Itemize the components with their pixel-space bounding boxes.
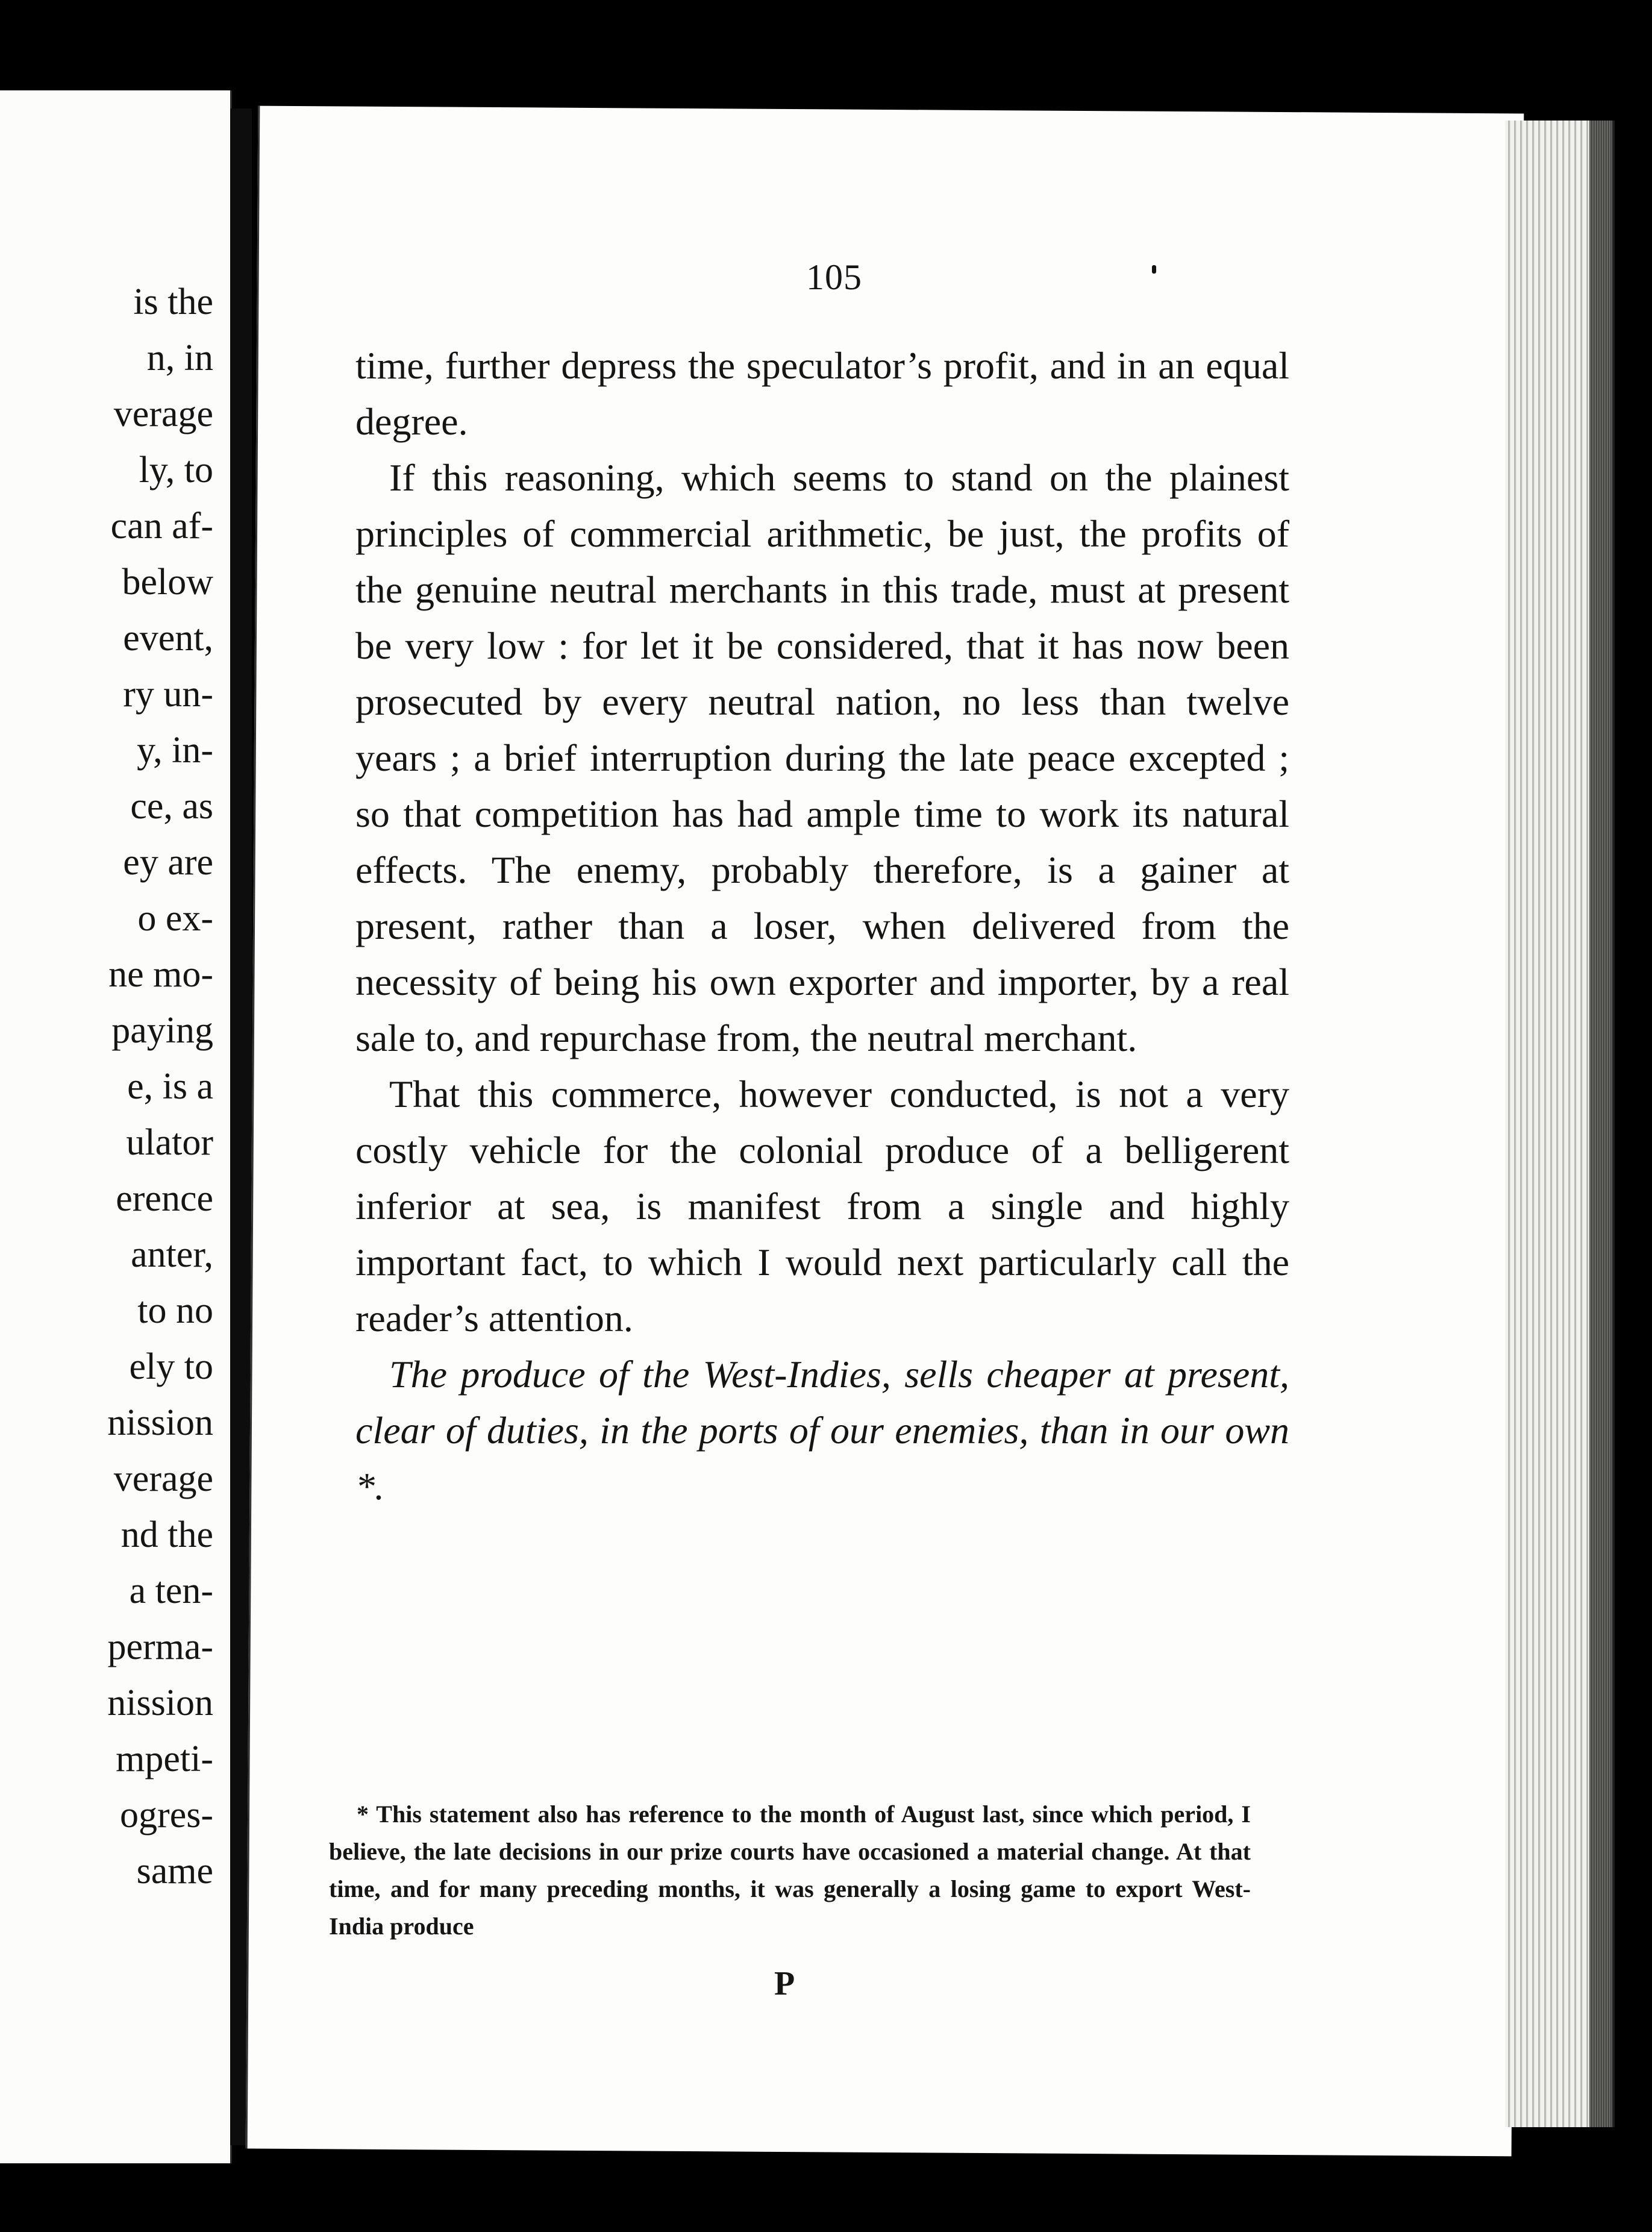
- footnote: [329, 1796, 1251, 1945]
- left-page-line: ne mo-: [108, 954, 213, 995]
- italic-statement: The produce of the West-Indies, sells cheaper at present, clear of duties, in the ports of our enemies, than in our own *.: [355, 1353, 1289, 1508]
- left-page-line: n, in: [146, 337, 213, 378]
- left-page-line: verage: [113, 1458, 213, 1499]
- paragraph-commerce: That this commerce, however conducted, is not a very costly vehicle for the colonial produce of a belligerent inferior at sea, is manifest from a single and highly important fact, to which I would next particularly call the reader’s attention.: [355, 1073, 1289, 1340]
- paragraph-reasoning: If this reasoning, which seems to stand on the plainest principles of commercial arithmetic, be just, the profits of the genuine neutral merchants in this trade, must at present be very low : for let it be considered, that it has now been prosecuted by every neutral nation, no less than twelve years ; a brief interruption during the late peace excepted ; so that competition has had ample time to work its natural effects. The enemy, probably therefore, is a gainer at present, rather than a loser, when delivered from the necessity of being his own exporter and importer, by a real sale to, and repurchase from, the neutral merchant.: [355, 456, 1289, 1059]
- left-page-line: can af-: [110, 506, 213, 547]
- left-page-line: verage: [113, 393, 213, 434]
- signature-mark: P: [774, 1965, 795, 2002]
- left-page-line: paying: [111, 1010, 213, 1051]
- left-page: [0, 90, 232, 2163]
- left-page-line: erence: [116, 1178, 213, 1219]
- page-edge: [1505, 121, 1615, 2127]
- left-page-line: ry un-: [123, 674, 213, 715]
- left-page-line: o ex-: [137, 898, 213, 939]
- page-number: 105: [806, 257, 862, 297]
- left-page-line: mpeti-: [116, 1738, 213, 1779]
- left-page-line: y, in-: [137, 730, 213, 771]
- left-page-line: is the: [133, 281, 213, 322]
- left-page-line: ly, to: [139, 450, 213, 491]
- footnote-text: * This statement also has reference to the month of August last, since which period, I believe, the late decisions in our prize courts have occasioned a material change. At that time, and for many preceding months, it was generally a losing game to export West-India produce: [329, 1801, 1251, 1940]
- left-page-line: ulator: [126, 1122, 213, 1163]
- paragraph-continuation: time, further depress the speculator’s profit, and in an equal degree.: [355, 344, 1289, 443]
- left-page-line: e, is a: [127, 1066, 213, 1107]
- left-page-line: to no: [137, 1290, 213, 1331]
- left-page-line: a ten-: [129, 1570, 213, 1611]
- left-page-line: nission: [107, 1682, 213, 1723]
- left-page-line: below: [122, 562, 213, 603]
- left-page-line: nission: [107, 1402, 213, 1443]
- left-page-line: nd the: [120, 1514, 213, 1555]
- left-page-line: ely to: [129, 1346, 213, 1387]
- left-page-line: perma-: [107, 1626, 213, 1667]
- left-page-line: anter,: [131, 1234, 213, 1275]
- left-page-line: same: [136, 1851, 213, 1892]
- ink-speck: [1152, 265, 1156, 274]
- left-page-line: event,: [123, 618, 213, 659]
- body-text: [355, 337, 1289, 1514]
- left-page-line: ey are: [123, 842, 213, 883]
- left-page-line: ogres-: [120, 1795, 213, 1835]
- left-page-line: ce, as: [130, 786, 213, 827]
